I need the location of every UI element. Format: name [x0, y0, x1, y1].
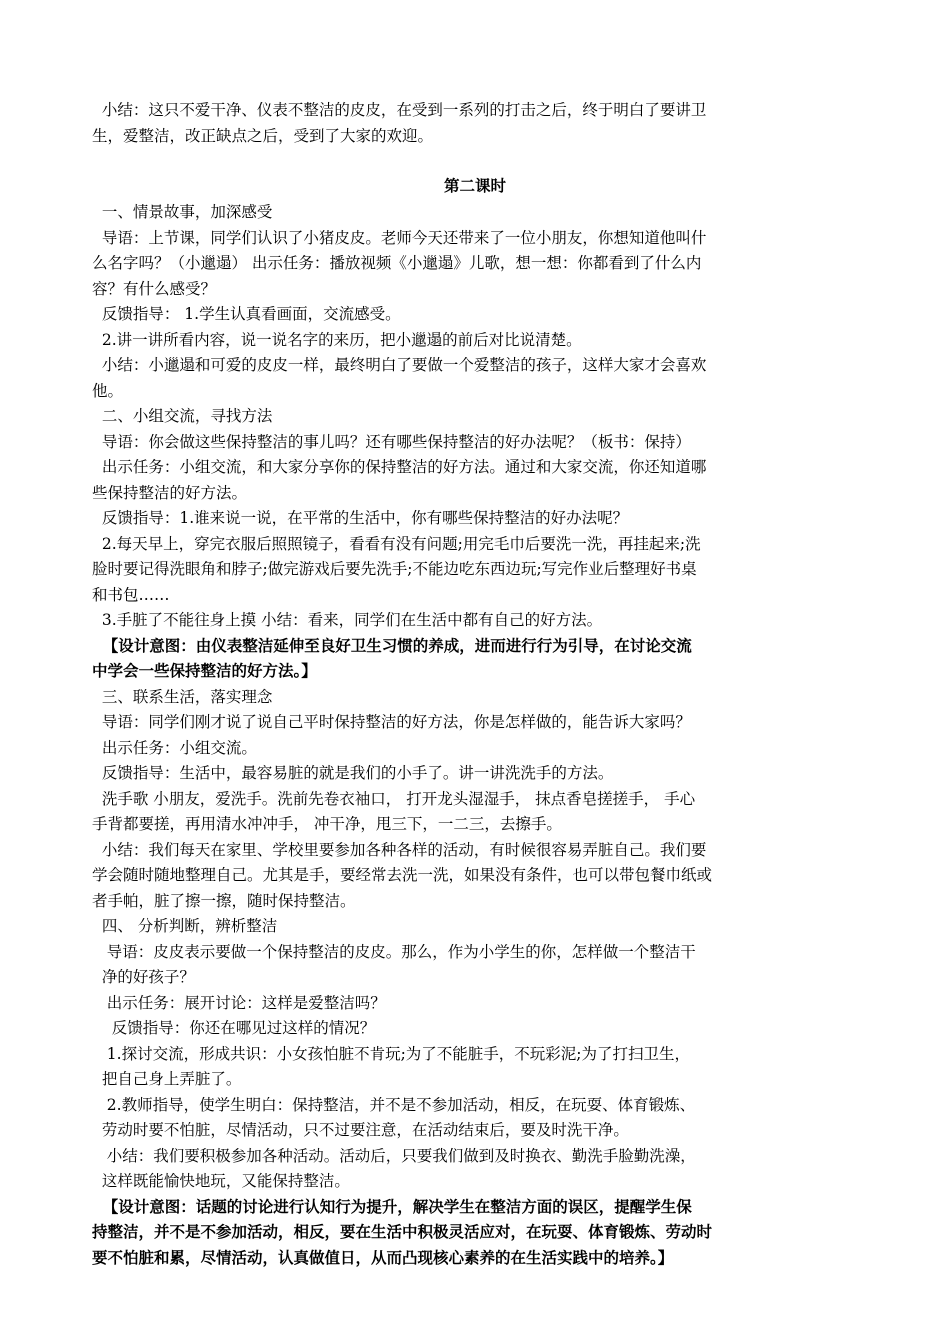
paragraph-line: 反馈指导： 1.学生认真看画面，交流感受。: [92, 305, 401, 323]
paragraph-line: 容？有什么感受？: [92, 280, 217, 298]
paragraph-line: 出示任务：展开讨论：这样是爱整洁吗？: [92, 994, 386, 1012]
paragraph-line: 小结：我们要积极参加各种活动。活动后，只要我们做到及时换衣、勤洗手脸勤洗澡，: [92, 1147, 696, 1165]
section-heading-3: 三、联系生活，落实理念: [92, 688, 273, 706]
summary-line-1: 小结：这只不爱干净、仪表不整洁的皮皮，在受到一系列的打击之后，终于明白了要讲卫: [92, 101, 707, 119]
summary-line-2: 生，爱整洁，改正缺点之后，受到了大家的欢迎。: [92, 127, 434, 145]
paragraph-line: 1.探讨交流，形成共识：小女孩怕脏不肯玩;为了不能脏手，不玩彩泥;为了打扫卫生，: [92, 1045, 691, 1063]
paragraph-line: 和书包……: [92, 586, 170, 604]
paragraph-line: 学会随时随地整理自己。尤其是手，要经常去洗一洗，如果没有条件，也可以带包餐巾纸或: [92, 866, 713, 884]
paragraph-line: 导语：你会做这些保持整洁的事儿吗？还有哪些保持整洁的好办法呢？（板书：保持）: [92, 433, 691, 451]
paragraph-line: 把自己身上弄脏了。: [92, 1070, 242, 1088]
paragraph-line: 反馈指导：1.谁来说一说，在平常的生活中，你有哪些保持整洁的好办法呢？: [92, 509, 629, 527]
paragraph-line: 小结：我们每天在家里、学校里要参加各种各样的活动，有时候很容易弄脏自己。我们要: [92, 841, 707, 859]
section-heading-4: 四、 分析判断，辨析整洁: [92, 917, 278, 935]
design-intent-line: 【设计意图：话题的讨论进行认知行为提升，解决学生在整洁方面的误区，提醒学生保: [92, 1197, 692, 1216]
paragraph-line: 这样既能愉快地玩，又能保持整洁。: [92, 1172, 350, 1190]
paragraph-line: 2.讲一讲所看内容，说一说名字的来历，把小邋遢的前后对比说清楚。: [92, 331, 582, 349]
design-intent-line: 要不怕脏和累，尽情活动，认真做值日，从而凸现核心素养的在生活实践中的培养。】: [92, 1248, 674, 1267]
paragraph-line: 么名字吗？（小邋遢） 出示任务：播放视频《小邋遢》儿歌，想一想：你都看到了什么内: [92, 254, 702, 272]
paragraph-line: 些保持整洁的好方法。: [92, 484, 248, 502]
section-heading-1: 一、情景故事，加深感受: [92, 203, 273, 221]
section-heading-2: 二、小组交流，寻找方法: [92, 407, 273, 425]
paragraph-line: 净的好孩子？: [92, 968, 195, 986]
lesson-title: 第二课时: [443, 176, 506, 195]
paragraph-line: 导语：上节课，同学们认识了小猪皮皮。老师今天还带来了一位小朋友，你想知道他叫什: [92, 229, 707, 247]
paragraph-line: 手背都要搓，再用清水冲冲手， 冲干净，甩三下，一二三，去擦手。: [92, 815, 562, 833]
paragraph-line: 2.教师指导，使学生明白：保持整洁，并不是不参加活动，相反，在玩耍、体育锻炼、: [92, 1096, 696, 1114]
design-intent-line: 【设计意图：由仪表整洁延伸至良好卫生习惯的养成，进而进行行为引导，在讨论交流: [92, 636, 692, 655]
paragraph-line: 他。: [92, 382, 124, 400]
paragraph-line: 者手帕，脏了擦一擦，随时保持整洁。: [92, 892, 356, 910]
paragraph-line: 出示任务：小组交流，和大家分享你的保持整洁的好方法。通过和大家交流，你还知道哪: [92, 458, 707, 476]
paragraph-line: 导语：同学们刚才说了说自己平时保持整洁的好方法，你是怎样做的，能告诉大家吗？: [92, 713, 691, 731]
paragraph-line: 劳动时要不怕脏，尽情活动，只不过要注意，在活动结束后，要及时洗干净。: [92, 1121, 629, 1139]
paragraph-line: 反馈指导：你还在哪见过这样的情况？: [92, 1019, 376, 1037]
paragraph-line: 3.手脏了不能往身上摸 小结：看来，同学们在生活中都有自己的好方法。: [92, 611, 603, 629]
design-intent-line: 中学会一些保持整洁的好方法。】: [92, 661, 317, 680]
paragraph-line: 小结：小邋遢和可爱的皮皮一样，最终明白了要做一个爱整洁的孩子，这样大家才会喜欢: [92, 356, 707, 374]
paragraph-line: 反馈指导：生活中，最容易脏的就是我们的小手了。讲一讲洗洗手的方法。: [92, 764, 614, 782]
design-intent-line: 持整洁，并不是不参加活动，相反，要在生活中积极灵活应对，在玩耍、体育锻炼、劳动时: [92, 1222, 713, 1241]
paragraph-line: 洗手歌 小朋友，爱洗手。洗前先卷衣袖口， 打开龙头湿湿手， 抹点香皂搓搓手， 手心: [92, 790, 696, 808]
paragraph-line: 脸时要记得洗眼角和脖子;做完游戏后要先洗手;不能边吃东西边玩;写完作业后整理好书桌: [92, 560, 697, 578]
paragraph-line: 2.每天早上，穿完衣服后照照镜子，看看有没有问题;用完毛巾后要洗一洗，再挂起来;洗: [92, 535, 701, 553]
paragraph-line: 导语：皮皮表示要做一个保持整洁的皮皮。那么，作为小学生的你，怎样做一个整洁干: [92, 943, 696, 961]
paragraph-line: 出示任务：小组交流。: [92, 739, 257, 757]
